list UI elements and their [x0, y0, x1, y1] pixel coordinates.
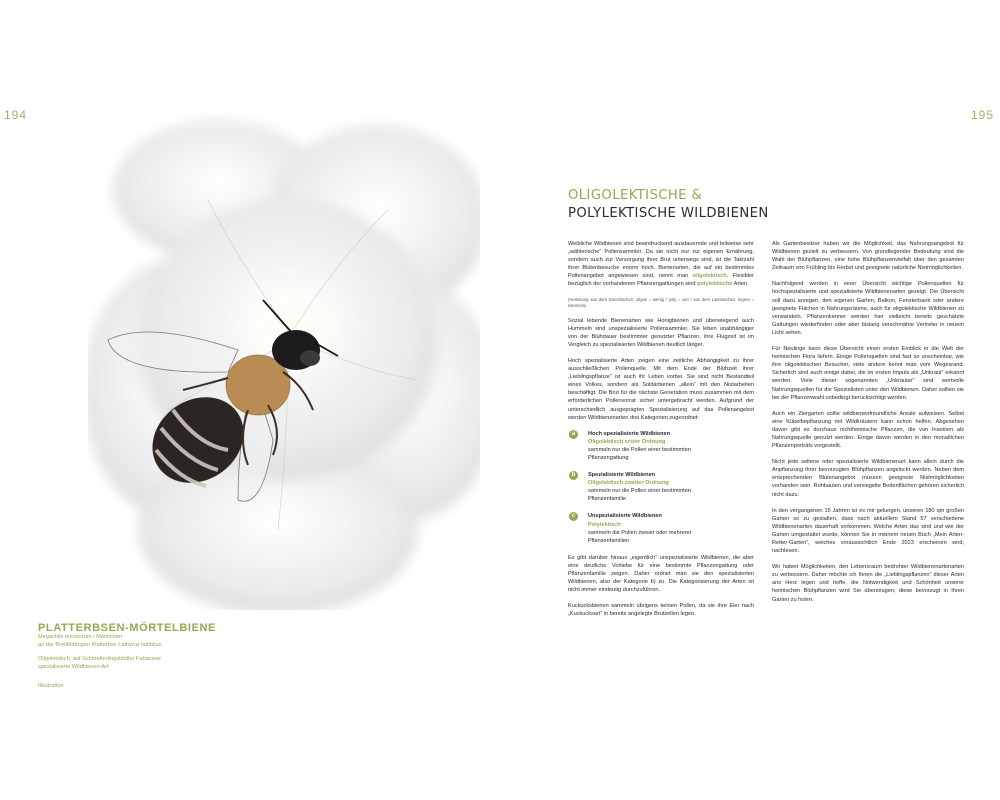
- page-number-right: 195: [970, 108, 994, 122]
- category-subtitle: Oligolektisch zweiter Ordnung: [588, 480, 669, 487]
- paragraph-ornamental-garden: Auch ein Ziergarten sollte wildbienenfreundliche Areale aufweisen. Selbst eine Kübelbepflanzung mit Wildkräutern kann schon helfen. Abgesehen davon gibt es durchaus nichtheimische Pflanzen, die von Insekten als Nahrungsquelle genutzt werden. Einige davon werden in den monatlichen Pflanzenporträts vorgestellt.: [772, 410, 964, 450]
- category-subtitle: Oligolektisch erster Ordnung: [588, 438, 666, 445]
- page-number-left: 194: [4, 108, 28, 122]
- category-badge: c: [569, 512, 578, 521]
- category-desc: Pflanzenfamilie: [588, 496, 626, 503]
- caption-plant: an der Breitblättrigen Platterbse Lathyrus latifolius: [38, 641, 162, 648]
- category-desc: Pflanzenfamilien: [588, 537, 630, 544]
- text-column-right: [772, 240, 964, 612]
- category-badge: b: [569, 471, 578, 480]
- caption-note-2: spezialisierte Wildbienen-Art: [38, 663, 109, 670]
- category-item: [568, 512, 754, 544]
- bee-on-flower-image: [88, 110, 480, 610]
- caption-note-1: Oligolektisch, auf Schmetterlingsblütler Fabaceae: [38, 656, 161, 663]
- category-desc: sammeln nur die Pollen einer bestimmten: [588, 488, 691, 495]
- paragraph-garden-owners: Als Gartenbesitzer haben wir die Möglichkeit, das Nahrungsangebot für Wildbienen gezielt zu verbessern. Von grundlegender Bedeutung sind die Wahl der Blühpflanzen, eine hohe Blühpflanzenvielfalt über den gesamten Zeitraum von Frühling bis Herbst und geeignete natürliche Nistmöglichkeiten.: [772, 241, 964, 272]
- category-desc: sammeln die Pollen zweier oder mehrerer: [588, 529, 692, 536]
- bee-illustration: [88, 110, 480, 610]
- paragraph-overview: Nachfolgend werden in einer Übersicht wichtige Pollenquellen für hochspezialisierte und spezialisierte Wildbienenarten gezeigt. Die Übersicht soll dazu anregen, den eigenen Garten, Balkon, Fensterbank oder andere geeignete Flächen in Nahrungsräume, auch für oligolektische Wildbienen zu verwandeln. Pflanzenkenner werden hier vielleicht bereits geschätzte Gattungen wiederfinden oder aber bislang verschmähte Vertreter in neuem Licht sehen.: [772, 281, 964, 336]
- image-caption: [38, 622, 238, 689]
- heading-line-2: POLYLEKTISCHE WILDBIENEN: [568, 206, 769, 221]
- paragraph-preference: Es gibt darüber hinaus „eigentlich“ unspezialisierte Wildbienen, die aber eine deutliche Vorliebe für eine bestimmte Pflanzengattung oder Pflanzenfamilie zeigen. Daher ordnet man sie den spezialisierten Wildbienen, also der Kategorie b) zu. Die Kategorisierung der Arten ist nicht immer eindeutig durchzuführen.: [568, 554, 754, 594]
- category-desc: sammeln nur die Pollen einer bestimmten: [588, 446, 691, 453]
- paragraph-nesting: Nicht jede seltene oder spezialisierte Wildbienenart kann allein durch die Anpflanzung ihrer bevorzugten Blühpflanzen angelockt werden. Neben dem entsprechenden Blütenangebot müssen geeignete Nistmöglichkeiten vorhanden sein. Rohbauten und versiegelte Bodenflächen gehören sicherlich nicht dazu.: [772, 459, 964, 498]
- category-desc: Pflanzengattung: [588, 454, 629, 461]
- term-oligolektisch: oligolektisch: [692, 273, 727, 280]
- heading-line-1: OLIGOLEKTISCHE &: [568, 188, 703, 203]
- caption-species: Megachile ericetorum / Männchen: [38, 634, 123, 640]
- category-title: Spezialisierte Wildbienen: [588, 472, 656, 479]
- paragraph-own-garden: In den vergangenen 15 Jahren ist es mir gelungen, unseren 180 qm großen Garten so zu gestalten, dass nach aktuellem Stand 57 verschiedene Wildbienenarten dauerhaft vorkommen. Welche Arten das sind und wie der Garten umgestaltet wurde, können Sie in meinem neuen Buch „Mein Arten-Retter-Garten“, welches voraussichtlich Ende 2023 erscheinen wird, nachlesen.: [772, 507, 964, 555]
- paragraph-intro: Weibliche Wildbienen sind beeindruckend ausdauernde und teilweise sehr „wählerische“ Pollensammler. Da sie nicht nur zur eigenen Ernährung, sondern auch zur Versorgung ihrer Brut unterwegs sind, ist die Taktzahl ihrer Blütenbesuche enorm hoch. Bienenarten, die auf ein bestimmtes Pollenangebot angewiesen sind, nennt man oligolektisch. Flexibler bezüglich der vorhandenen Pflanzengattungen sind polylektische Arten.: [568, 241, 754, 288]
- text-column-left: [568, 240, 754, 626]
- paragraph-social-bees: Sozial lebende Bienenarten wie Honigbienen und überwiegend auch Hummeln sind unspezialisierte Pollensammler. Sie leben unabhängiger von der Blühdauer bestimmter genutzter Pflanzen, ihre Flugzeit ist im Vergleich zu spezialisierten Wildbienen deutlich länger.: [568, 317, 754, 348]
- category-badge: a: [569, 430, 578, 439]
- section-heading: [568, 188, 769, 221]
- category-item: [568, 471, 754, 503]
- caption-title: PLATTERBSEN-MÖRTELBIENE: [38, 622, 216, 634]
- etymology-note: (Herleitung aus dem Griechischen: oligos = wenig / poly = viel / aus dem Lateinischen: legere = sammeln): [568, 296, 754, 308]
- term-polylektisch: polylektische: [697, 281, 733, 288]
- paragraph-conclusion: Wir haben Möglichkeiten, den Lebensraum bedrohter Wildbienenartenarten zu verbessern. Daher möchte ich Ihnen die „Lieblingspflanzen“ dieser Arten ans Herz legen und hoffe, die Notwendigkeit und Schönheit unserer heimischen Blühpflanzen wird Sie überzeugen, diese bevorzugt in Ihren Garten zu holen.: [772, 564, 964, 603]
- category-title: Hoch spezialisierte Wildbienen: [588, 430, 671, 437]
- paragraph-cuckoo-bees: Kuckucksbienen sammeln übrigens keinen Pollen, da sie ihre Eier nach „Kuckucksart“ in bereits angelegte Brutzellen legen.: [568, 603, 754, 618]
- caption-credit: Illustration: [38, 683, 64, 690]
- paragraph-specialized: Hoch spezialisierte Arten zeigen eine zeitliche Abhängigkeit zu ihrer ausschließlichen Pollenquelle. Mit dem Ende der Blühzeit ihrer „Lieblingspflanze“ ist auch ihr Leben vorbei. Sie sind nicht Bestandteil eines Volkes, sondern als Solitärbienen „allein“ mit den Nistarbeiten beschäftigt. Die Brut für die nächste Generation muss zusammen mit dem erforderlichen Pollenvorrat sicher untergebracht werden. Aufgrund der unterschiedlich ausgeprägten Spezialisierung auf das Pollenangebot werden Wildbienenarten drei Kategorien zugeordnet:: [568, 357, 754, 421]
- category-title: Unspezialisierte Wildbienen: [588, 513, 662, 520]
- paragraph-beginners: Für Neulinge kann diese Übersicht einen ersten Einblick in die Welt der heimischen Flora liefern. Einige Pollenquellen sind fast so unscheinbar, wie ihre oligolektischen Besucher, viele andere kennt man vom Wegesrand. Sicherlich sind auch einige dabei, die im ersten Impuls als „Unkraut“ erkannt werden. Viele dieser sogenannten „Unkräuter“ sind wertvolle Nahrungsquellen für die Spezialisten unter den Wildbienen. Daher sollten sie bei der Pflanzenwahl unbedingt berücksichtigt werden.: [772, 346, 964, 401]
- category-item: [568, 430, 754, 462]
- category-subtitle: Polylektisch: [588, 521, 621, 528]
